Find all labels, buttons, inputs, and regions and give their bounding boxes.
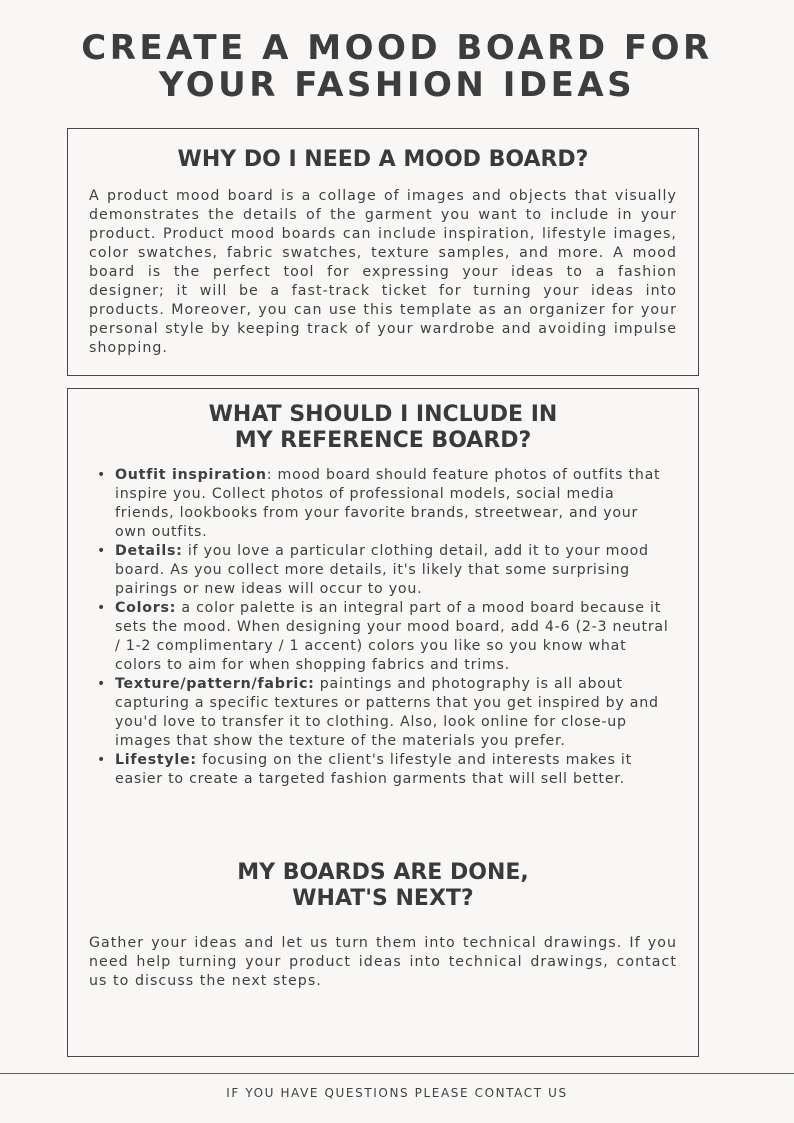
page-title-line-2: YOUR FASHION IDEAS xyxy=(158,65,636,105)
list-item-texture xyxy=(94,675,674,751)
include-list xyxy=(94,466,674,789)
list-item-text: a color palette is an integral part of a mood board because it sets the mood. When designing your mood board, add 4-6 (2-3 neutral / 1-2 complimentary / 1 accent) colors you like so you know what colors to aim for when shopping fabrics and trims. xyxy=(115,600,669,673)
list-item-term: Texture/pattern/fabric: xyxy=(115,676,315,692)
list-item-text: paintings and photography is all about capturing a specific textures or patterns that you get inspired by and you'd love to transfer it to clothing. Also, look online for close-up images that show the texture of the materials you prefer. xyxy=(115,676,659,749)
include-heading xyxy=(68,402,698,454)
list-item-text: focusing on the client's lifestyle and interests makes it easier to create a targeted fashion garments that will sell better. xyxy=(115,752,632,787)
why-mood-board-paragraph: A product mood board is a collage of images and objects that visually demonstrates the details of the garment you want to include in your product. Product mood boards can include inspiration, lifestyle images, color swatches, fabric swatches, texture samples, and more. A mood board is the perfect tool for expressing your ideas to a fashion designer; it will be a fast-track ticket for turning your ideas into products. Moreover, you can use this template as an organizer for your personal style by keeping track of your wardrobe and avoiding impulse shopping. xyxy=(89,188,677,356)
footer-contact-text: IF YOU HAVE QUESTIONS PLEASE CONTACT US xyxy=(226,1086,568,1100)
list-item-outfit-inspiration xyxy=(94,466,674,542)
bullet-icon: • xyxy=(97,600,107,616)
why-mood-board-heading: WHY DO I NEED A MOOD BOARD? xyxy=(177,147,589,172)
list-item-text: if you love a particular clothing detail, add it to your mood board. As you collect more details, it's likely that some surprising pairings or new ideas will occur to you. xyxy=(115,543,649,597)
whats-next-heading-line-2: WHAT'S NEXT? xyxy=(292,886,474,911)
include-heading-line-1: WHAT SHOULD I INCLUDE IN xyxy=(208,402,558,427)
list-item-term: Details: xyxy=(115,543,183,559)
list-item-lifestyle xyxy=(94,751,674,789)
page-title xyxy=(0,30,794,104)
bullet-icon: • xyxy=(97,467,107,483)
bullet-icon: • xyxy=(97,752,107,768)
bullet-icon: • xyxy=(97,543,107,559)
why-mood-board-box xyxy=(67,128,699,376)
list-item-term: Colors: xyxy=(115,600,177,616)
whats-next-heading xyxy=(68,860,698,912)
bullet-icon: • xyxy=(97,676,107,692)
whats-next-heading-line-1: MY BOARDS ARE DONE, xyxy=(237,860,529,885)
list-item-term: Outfit inspiration xyxy=(115,467,267,483)
footer-divider xyxy=(0,1073,794,1074)
list-item-colors xyxy=(94,599,674,675)
list-item-details xyxy=(94,542,674,599)
include-box xyxy=(67,388,699,1057)
page-title-line-1: CREATE A MOOD BOARD FOR xyxy=(81,28,713,68)
list-item-text: : mood board should feature photos of outfits that inspire you. Collect photos of professional models, social media friends, lookbooks from your favorite brands, streetwear, and your own outfits. xyxy=(115,467,661,540)
whats-next-paragraph: Gather your ideas and let us turn them into technical drawings. If you need help turning your product ideas into technical drawings, contact us to discuss the next steps. xyxy=(89,935,677,989)
list-item-term: Lifestyle: xyxy=(115,752,197,768)
include-heading-line-2: MY REFERENCE BOARD? xyxy=(234,428,532,453)
